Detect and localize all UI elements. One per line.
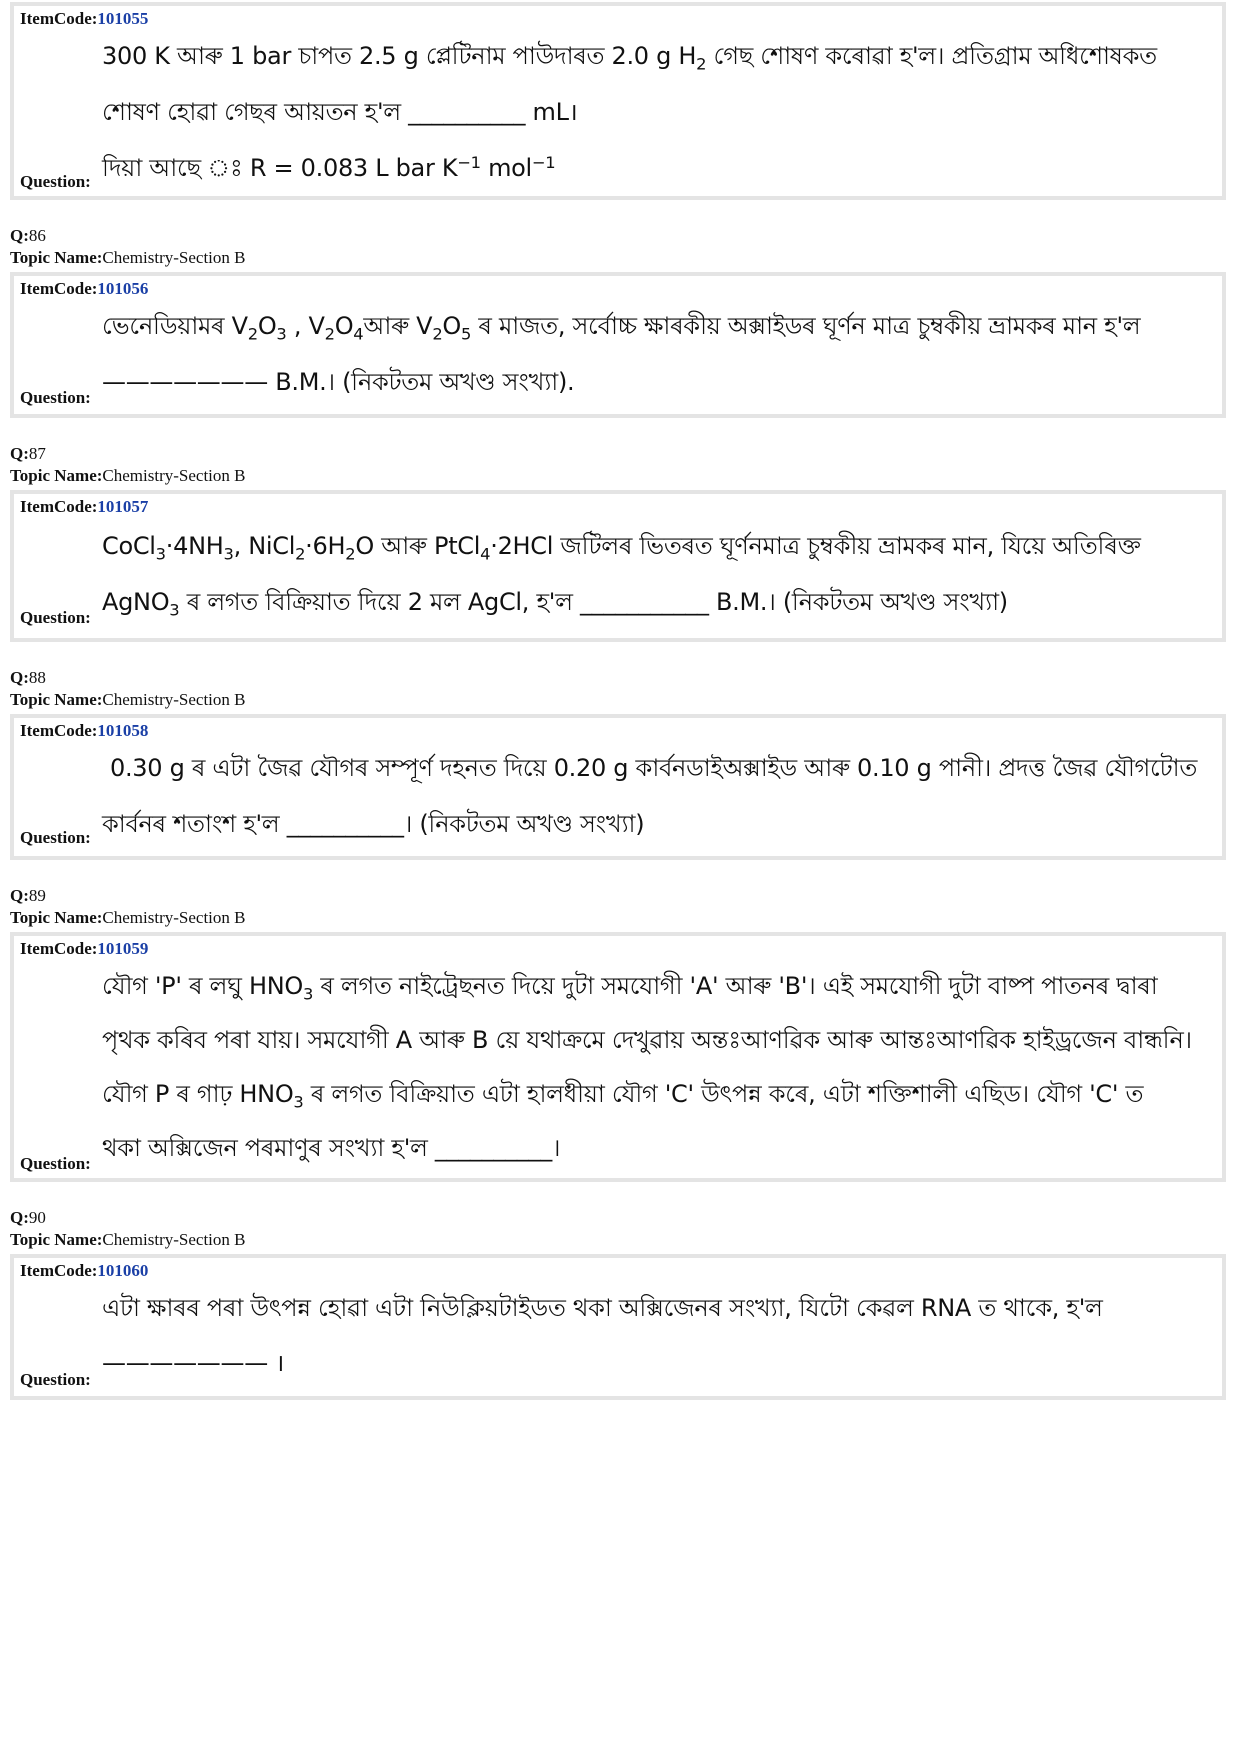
topic-name: Topic Name:Chemistry-Section B <box>10 466 246 485</box>
item-code: ItemCode:101058 <box>20 721 149 740</box>
item-code: ItemCode:101057 <box>20 497 149 516</box>
question-number: Q:87 <box>10 444 46 463</box>
question-line: 0.30 g ৰ এটা জৈৱ যৌগৰ সম্পূৰ্ণ দহনত দিয়ে 0.20 g কাৰ্বনডাইঅক্সাইড আৰু 0.10 g পানী। প্ৰদত্ত জৈৱ যৌগটোত <box>110 754 1198 782</box>
question-box-101058 <box>10 714 1226 860</box>
question-line: এটা ক্ষাৰৰ পৰা উৎপন্ন হোৱা এটা নিউক্লিয়টাইডত থকা অক্সিজেনৰ সংখ্যা, যিটো কেৱল RNA ত থাকে, হ'ল <box>102 1294 1103 1322</box>
question-line: থকা অক্সিজেন পৰমাণুৰ সংখ্যা হ'ল __________। <box>102 1134 561 1162</box>
item-code: ItemCode:101059 <box>20 939 149 958</box>
question-number: Q:90 <box>10 1208 46 1227</box>
question-label: Question: <box>20 388 91 407</box>
question-label: Question: <box>20 828 91 847</box>
question-line: ——————— । <box>102 1349 285 1377</box>
question-box-101060 <box>10 1254 1226 1400</box>
question-line: যৌগ 'P' ৰ লঘু $HNO_3$ ৰ লগত নাইট্ৰেছনত দিয়ে দুটা সমযোগী 'A' আৰু 'B'। এই সমযোগী দুটা বাষ্প পাতনৰ দ্বাৰা <box>102 972 1158 1004</box>
question-label: Question: <box>20 1370 91 1389</box>
question-label: Question: <box>20 608 91 627</box>
item-code: ItemCode:101056 <box>20 279 149 298</box>
topic-name: Topic Name:Chemistry-Section B <box>10 248 246 267</box>
question-line: 300 K আৰু 1 bar চাপত 2.5 g প্লেটিনাম পাউদাৰত 2.0 g $H_2$ গেছ শোষণ কৰোৱা হ'ল। প্ৰতিগ্ৰাম অধিশোষকত <box>102 42 1157 74</box>
question-number: Q:89 <box>10 886 46 905</box>
question-box-101056 <box>10 272 1226 418</box>
question-line: যৌগ P ৰ গাঢ় $HNO_3$ ৰ লগত বিক্ৰিয়াত এটা হালধীয়া যৌগ 'C' উৎপন্ন কৰে, এটা শক্তিশালী এছিড। যৌগ 'C' ত <box>102 1080 1144 1112</box>
topic-name: Topic Name:Chemistry-Section B <box>10 690 246 709</box>
question-line: পৃথক কৰিব পৰা যায়। সমযোগী A আৰু B য়ে যথাক্ৰমে দেখুৱায় অন্তঃআণৱিক আৰু আন্তঃআণৱিক হাইড্ৰজেন বান্ধনি। <box>102 1026 1192 1054</box>
question-label: Question: <box>20 172 91 191</box>
question-box-101059 <box>10 932 1226 1182</box>
item-code: ItemCode:101060 <box>20 1261 149 1280</box>
question-line: শোষণ হোৱা গেছৰ আয়তন হ'ল __________ mL। <box>102 98 578 126</box>
topic-name: Topic Name:Chemistry-Section B <box>10 908 246 927</box>
question-line: দিয়া আছে ঃ R = 0.083 L bar $K^{-1}$ mol$^{-1}$ <box>102 152 556 182</box>
question-label: Question: <box>20 1154 91 1173</box>
question-line: AgNO$_3$ ৰ লগত বিক্ৰিয়াত দিয়ে 2 মল AgCl, হ'ল ___________ B.M.। (নিকটতম অখণ্ড সংখ্যা) <box>102 588 1008 620</box>
question-line: কাৰ্বনৰ শতাংশ হ'ল __________। (নিকটতম অখণ্ড সংখ্যা) <box>102 810 645 838</box>
question-box-101057 <box>10 490 1226 642</box>
question-number: Q:86 <box>10 226 46 245</box>
question-line: ভেনেডিয়ামৰ $V_2O_3$ , $V_2O_4আৰু$ $V_2O_5$ ৰ মাজত, সৰ্বোচ্চ ক্ষাৰকীয় অক্সাইডৰ ঘূৰ্ণন মাত্ৰ চুম্বকীয় ভ্ৰামকৰ মান হ'ল <box>102 312 1141 344</box>
question-number: Q:88 <box>10 668 46 687</box>
question-box-101055 <box>10 2 1226 200</box>
question-line: ——————— B.M.। (নিকটতম অখণ্ড সংখ্যা). <box>102 368 575 396</box>
topic-name: Topic Name:Chemistry-Section B <box>10 1230 246 1249</box>
item-code: ItemCode:101055 <box>20 9 149 28</box>
question-line: $CoCl_3\cdot 4NH_3$, $NiCl_2\cdot 6H_2O$ আৰু PtCl$_4$·2HCl জটিলৰ ভিতৰত ঘূৰ্ণনমাত্ৰ চুম্বকীয় ভ্ৰামকৰ মান, যিয়ে অতিৰিক্ত <box>102 532 1141 564</box>
